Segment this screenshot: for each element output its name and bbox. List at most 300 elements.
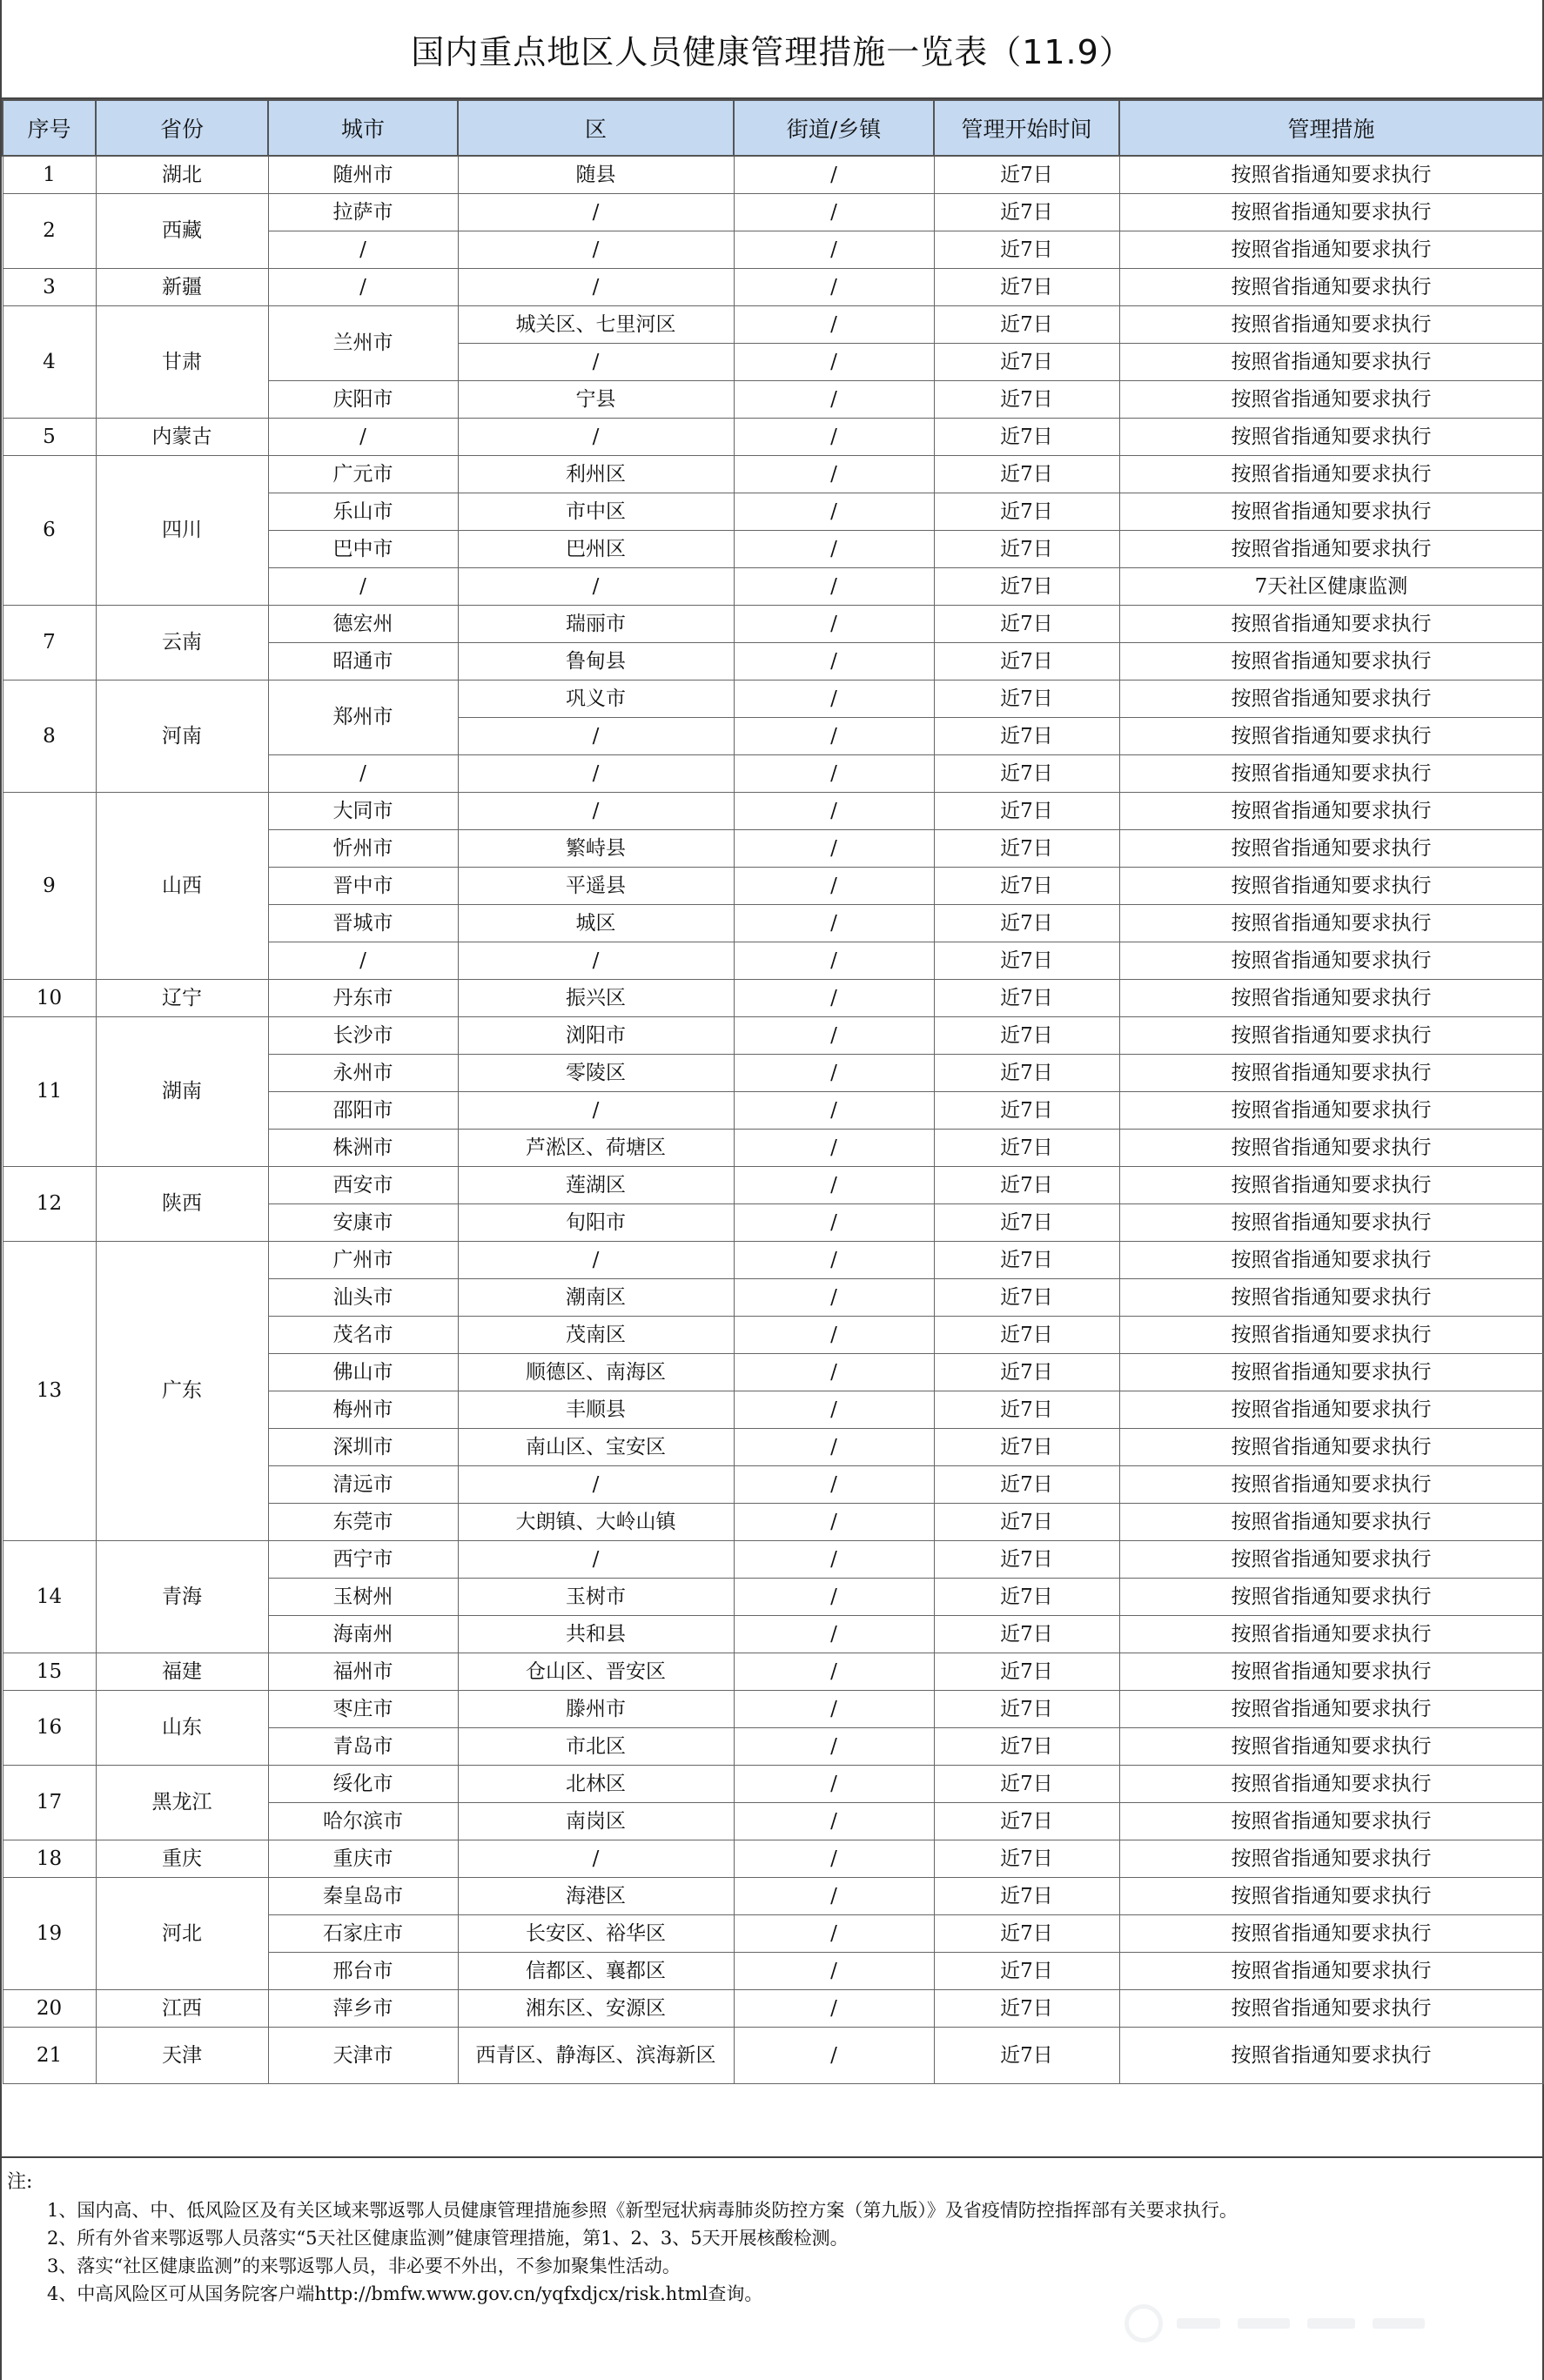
cell-measure: 按照省指通知要求执行 xyxy=(1119,269,1543,306)
cell-city: 长沙市 xyxy=(268,1017,458,1055)
table-row xyxy=(3,194,1543,231)
cell-district: 共和县 xyxy=(458,1616,734,1653)
cell-city: / xyxy=(268,419,458,456)
cell-measure: 按照省指通知要求执行 xyxy=(1119,755,1543,793)
cell-street: / xyxy=(734,1279,934,1317)
cell-start-time: 近7日 xyxy=(934,1653,1119,1691)
cell-start-time: 近7日 xyxy=(934,905,1119,942)
table-row xyxy=(3,1878,1543,1915)
cell-start-time: 近7日 xyxy=(934,231,1119,269)
cell-measure: 按照省指通知要求执行 xyxy=(1119,1130,1543,1167)
cell-street: / xyxy=(734,1204,934,1242)
cell-measure: 按照省指通知要求执行 xyxy=(1119,1579,1543,1616)
cell-measure: 按照省指通知要求执行 xyxy=(1119,381,1543,419)
cell-province: 西藏 xyxy=(96,194,268,269)
cell-street: / xyxy=(734,905,934,942)
cell-province: 新疆 xyxy=(96,269,268,306)
cell-street: / xyxy=(734,1616,934,1653)
cell-measure: 按照省指通知要求执行 xyxy=(1119,905,1543,942)
cell-city: 重庆市 xyxy=(268,1840,458,1878)
cell-district: / xyxy=(458,344,734,381)
cell-district: 潮南区 xyxy=(458,1279,734,1317)
cell-street: / xyxy=(734,1130,934,1167)
cell-district: 仓山区、晋安区 xyxy=(458,1653,734,1691)
cell-city: 佛山市 xyxy=(268,1354,458,1391)
cell-seq: 16 xyxy=(3,1691,96,1766)
cell-start-time: 近7日 xyxy=(934,1017,1119,1055)
cell-start-time: 近7日 xyxy=(934,2028,1119,2084)
cell-province: 山东 xyxy=(96,1691,268,1766)
cell-measure: 按照省指通知要求执行 xyxy=(1119,1653,1543,1691)
cell-city: 忻州市 xyxy=(268,830,458,868)
cell-district: 随县 xyxy=(458,156,734,194)
cell-district: / xyxy=(458,793,734,830)
cell-seq: 1 xyxy=(3,156,96,194)
cell-measure: 按照省指通知要求执行 xyxy=(1119,1504,1543,1541)
note-line: 4、中高风险区可从国务院客户端http://bmfw.www.gov.cn/yqfxdjcx/risk.html查询。 xyxy=(47,2283,763,2304)
cell-start-time: 近7日 xyxy=(934,980,1119,1017)
cell-province: 福建 xyxy=(96,1653,268,1691)
cell-street: / xyxy=(734,2028,934,2084)
cell-district: 北林区 xyxy=(458,1766,734,1803)
cell-province: 湖北 xyxy=(96,156,268,194)
cell-street: / xyxy=(734,1429,934,1466)
cell-start-time: 近7日 xyxy=(934,344,1119,381)
cell-city: 广元市 xyxy=(268,456,458,493)
cell-street: / xyxy=(734,643,934,680)
cell-measure: 按照省指通知要求执行 xyxy=(1119,1691,1543,1728)
cell-start-time: 近7日 xyxy=(934,419,1119,456)
cell-start-time: 近7日 xyxy=(934,1279,1119,1317)
cell-start-time: 近7日 xyxy=(934,1616,1119,1653)
cell-street: / xyxy=(734,1878,934,1915)
cell-district: 市中区 xyxy=(458,493,734,531)
cell-district: 鲁甸县 xyxy=(458,643,734,680)
cell-measure: 按照省指通知要求执行 xyxy=(1119,156,1543,194)
cell-district: 零陵区 xyxy=(458,1055,734,1092)
header-seq: 序号 xyxy=(3,100,96,156)
cell-city: 西安市 xyxy=(268,1167,458,1204)
cell-measure: 按照省指通知要求执行 xyxy=(1119,2028,1543,2084)
cell-city: 玉树州 xyxy=(268,1579,458,1616)
cell-start-time: 近7日 xyxy=(934,531,1119,568)
cell-city: 广州市 xyxy=(268,1242,458,1279)
table-row xyxy=(3,419,1543,456)
cell-city: 庆阳市 xyxy=(268,381,458,419)
cell-province: 重庆 xyxy=(96,1840,268,1878)
cell-city: 石家庄市 xyxy=(268,1915,458,1953)
cell-district: / xyxy=(458,1840,734,1878)
cell-street: / xyxy=(734,1242,934,1279)
cell-street: / xyxy=(734,1953,934,1990)
cell-measure: 按照省指通知要求执行 xyxy=(1119,1953,1543,1990)
cell-city: 安康市 xyxy=(268,1204,458,1242)
cell-city: / xyxy=(268,269,458,306)
cell-city: 永州市 xyxy=(268,1055,458,1092)
table-row xyxy=(3,2028,1543,2084)
cell-measure: 按照省指通知要求执行 xyxy=(1119,531,1543,568)
cell-district: 信都区、襄都区 xyxy=(458,1953,734,1990)
cell-province: 青海 xyxy=(96,1541,268,1653)
cell-measure: 按照省指通知要求执行 xyxy=(1119,793,1543,830)
cell-province: 天津 xyxy=(96,2028,268,2084)
cell-city: 海南州 xyxy=(268,1616,458,1653)
cell-city: / xyxy=(268,231,458,269)
header-district: 区 xyxy=(458,100,734,156)
cell-district: 西青区、静海区、滨海新区 xyxy=(458,2028,734,2084)
cell-seq: 15 xyxy=(3,1653,96,1691)
cell-seq: 14 xyxy=(3,1541,96,1653)
cell-city: 西宁市 xyxy=(268,1541,458,1579)
cell-province: 云南 xyxy=(96,606,268,680)
cell-district: 城关区、七里河区 xyxy=(458,306,734,344)
cell-city: / xyxy=(268,755,458,793)
cell-seq: 19 xyxy=(3,1878,96,1990)
cell-district: 莲湖区 xyxy=(458,1167,734,1204)
cell-street: / xyxy=(734,156,934,194)
cell-street: / xyxy=(734,1017,934,1055)
cell-city: 绥化市 xyxy=(268,1766,458,1803)
cell-district: / xyxy=(458,194,734,231)
cell-seq: 13 xyxy=(3,1242,96,1541)
cell-district: 城区 xyxy=(458,905,734,942)
cell-province: 河南 xyxy=(96,680,268,793)
cell-start-time: 近7日 xyxy=(934,942,1119,980)
cell-district: 繁峙县 xyxy=(458,830,734,868)
cell-start-time: 近7日 xyxy=(934,568,1119,606)
cell-street: / xyxy=(734,606,934,643)
cell-street: / xyxy=(734,1391,934,1429)
cell-province: 四川 xyxy=(96,456,268,606)
cell-district: 长安区、裕华区 xyxy=(458,1915,734,1953)
table-row xyxy=(3,980,1543,1017)
cell-start-time: 近7日 xyxy=(934,1990,1119,2028)
cell-district: / xyxy=(458,269,734,306)
cell-measure: 按照省指通知要求执行 xyxy=(1119,1092,1543,1130)
cell-start-time: 近7日 xyxy=(934,1766,1119,1803)
table-row xyxy=(3,1990,1543,2028)
cell-start-time: 近7日 xyxy=(934,718,1119,755)
cell-start-time: 近7日 xyxy=(934,1840,1119,1878)
cell-province: 内蒙古 xyxy=(96,419,268,456)
cell-start-time: 近7日 xyxy=(934,1317,1119,1354)
table-row xyxy=(3,456,1543,493)
cell-city: 随州市 xyxy=(268,156,458,194)
cell-measure: 按照省指通知要求执行 xyxy=(1119,493,1543,531)
cell-start-time: 近7日 xyxy=(934,1728,1119,1766)
cell-start-time: 近7日 xyxy=(934,1130,1119,1167)
cell-measure: 按照省指通知要求执行 xyxy=(1119,606,1543,643)
cell-district: 南山区、宝安区 xyxy=(458,1429,734,1466)
cell-city: / xyxy=(268,568,458,606)
table-row xyxy=(3,1167,1543,1204)
cell-province: 山西 xyxy=(96,793,268,980)
cell-street: / xyxy=(734,980,934,1017)
cell-seq: 5 xyxy=(3,419,96,456)
cell-city: 茂名市 xyxy=(268,1317,458,1354)
cell-province: 广东 xyxy=(96,1242,268,1541)
cell-start-time: 近7日 xyxy=(934,1055,1119,1092)
cell-measure: 按照省指通知要求执行 xyxy=(1119,1840,1543,1878)
cell-province: 江西 xyxy=(96,1990,268,2028)
cell-street: / xyxy=(734,680,934,718)
cell-city: 秦皇岛市 xyxy=(268,1878,458,1915)
cell-street: / xyxy=(734,1055,934,1092)
cell-city: 巴中市 xyxy=(268,531,458,568)
table-row xyxy=(3,606,1543,643)
cell-city: 深圳市 xyxy=(268,1429,458,1466)
cell-city: 福州市 xyxy=(268,1653,458,1691)
cell-street: / xyxy=(734,718,934,755)
cell-street: / xyxy=(734,830,934,868)
cell-street: / xyxy=(734,1728,934,1766)
cell-street: / xyxy=(734,1504,934,1541)
cell-city: 郑州市 xyxy=(268,680,458,755)
cell-district: 利州区 xyxy=(458,456,734,493)
cell-start-time: 近7日 xyxy=(934,456,1119,493)
cell-city: 枣庄市 xyxy=(268,1691,458,1728)
cell-street: / xyxy=(734,1990,934,2028)
watermark-logo xyxy=(1124,2297,1438,2350)
cell-start-time: 近7日 xyxy=(934,1541,1119,1579)
cell-start-time: 近7日 xyxy=(934,1691,1119,1728)
cell-district: / xyxy=(458,231,734,269)
cell-city: 晋中市 xyxy=(268,868,458,905)
cell-seq: 10 xyxy=(3,980,96,1017)
cell-district: 顺德区、南海区 xyxy=(458,1354,734,1391)
cell-start-time: 近7日 xyxy=(934,868,1119,905)
cell-measure: 按照省指通知要求执行 xyxy=(1119,1354,1543,1391)
cell-seq: 4 xyxy=(3,306,96,419)
cell-start-time: 近7日 xyxy=(934,306,1119,344)
cell-district: / xyxy=(458,419,734,456)
cell-district: / xyxy=(458,1466,734,1504)
cell-district: 海港区 xyxy=(458,1878,734,1915)
cell-measure: 按照省指通知要求执行 xyxy=(1119,1766,1543,1803)
notes-label: 注: xyxy=(7,2171,33,2193)
table-row xyxy=(3,1691,1543,1728)
cell-measure: 7天社区健康监测 xyxy=(1119,568,1543,606)
cell-district: 振兴区 xyxy=(458,980,734,1017)
cell-measure: 按照省指通知要求执行 xyxy=(1119,1990,1543,2028)
cell-province: 河北 xyxy=(96,1878,268,1990)
cell-start-time: 近7日 xyxy=(934,1915,1119,1953)
table-row xyxy=(3,1766,1543,1803)
cell-start-time: 近7日 xyxy=(934,1092,1119,1130)
cell-district: 茂南区 xyxy=(458,1317,734,1354)
cell-start-time: 近7日 xyxy=(934,643,1119,680)
cell-city: 昭通市 xyxy=(268,643,458,680)
cell-measure: 按照省指通知要求执行 xyxy=(1119,868,1543,905)
cell-district: 丰顺县 xyxy=(458,1391,734,1429)
cell-measure: 按照省指通知要求执行 xyxy=(1119,1915,1543,1953)
cell-district: 芦淞区、荷塘区 xyxy=(458,1130,734,1167)
cell-start-time: 近7日 xyxy=(934,1391,1119,1429)
cell-start-time: 近7日 xyxy=(934,194,1119,231)
cell-district: / xyxy=(458,568,734,606)
cell-street: / xyxy=(734,1541,934,1579)
cell-measure: 按照省指通知要求执行 xyxy=(1119,1242,1543,1279)
cell-start-time: 近7日 xyxy=(934,269,1119,306)
header-start-time: 管理开始时间 xyxy=(934,100,1119,156)
cell-measure: 按照省指通知要求执行 xyxy=(1119,942,1543,980)
cell-street: / xyxy=(734,1579,934,1616)
cell-street: / xyxy=(734,1691,934,1728)
cell-start-time: 近7日 xyxy=(934,755,1119,793)
cell-street: / xyxy=(734,1354,934,1391)
table-body xyxy=(3,156,1543,2084)
cell-district: 巴州区 xyxy=(458,531,734,568)
header-city: 城市 xyxy=(268,100,458,156)
cell-district: / xyxy=(458,718,734,755)
cell-measure: 按照省指通知要求执行 xyxy=(1119,1466,1543,1504)
cell-measure: 按照省指通知要求执行 xyxy=(1119,1204,1543,1242)
table-row xyxy=(3,306,1543,344)
cell-seq: 6 xyxy=(3,456,96,606)
cell-seq: 20 xyxy=(3,1990,96,2028)
cell-city: 德宏州 xyxy=(268,606,458,643)
header-province: 省份 xyxy=(96,100,268,156)
cell-district: 玉树市 xyxy=(458,1579,734,1616)
cell-start-time: 近7日 xyxy=(934,1466,1119,1504)
cell-city: 乐山市 xyxy=(268,493,458,531)
cell-city: 清远市 xyxy=(268,1466,458,1504)
cell-measure: 按照省指通知要求执行 xyxy=(1119,1616,1543,1653)
cell-measure: 按照省指通知要求执行 xyxy=(1119,1055,1543,1092)
cell-street: / xyxy=(734,1766,934,1803)
cell-district: / xyxy=(458,942,734,980)
cell-district: 南岗区 xyxy=(458,1803,734,1840)
cell-street: / xyxy=(734,942,934,980)
cell-district: / xyxy=(458,1092,734,1130)
cell-start-time: 近7日 xyxy=(934,1803,1119,1840)
cell-street: / xyxy=(734,269,934,306)
cell-street: / xyxy=(734,1092,934,1130)
cell-start-time: 近7日 xyxy=(934,1953,1119,1990)
cell-measure: 按照省指通知要求执行 xyxy=(1119,1541,1543,1579)
cell-start-time: 近7日 xyxy=(934,1167,1119,1204)
cell-street: / xyxy=(734,868,934,905)
cell-measure: 按照省指通知要求执行 xyxy=(1119,231,1543,269)
cell-street: / xyxy=(734,344,934,381)
cell-street: / xyxy=(734,306,934,344)
cell-street: / xyxy=(734,1317,934,1354)
cell-street: / xyxy=(734,793,934,830)
note-line: 3、落实“社区健康监测”的来鄂返鄂人员，非必要不外出，不参加聚集性活动。 xyxy=(47,2256,681,2276)
cell-start-time: 近7日 xyxy=(934,680,1119,718)
table-row xyxy=(3,1242,1543,1279)
cell-city: 哈尔滨市 xyxy=(268,1803,458,1840)
table-row xyxy=(3,156,1543,194)
cell-street: / xyxy=(734,1167,934,1204)
cell-city: 东莞市 xyxy=(268,1504,458,1541)
cell-measure: 按照省指通知要求执行 xyxy=(1119,194,1543,231)
cell-district: 滕州市 xyxy=(458,1691,734,1728)
cell-city: 株洲市 xyxy=(268,1130,458,1167)
cell-seq: 7 xyxy=(3,606,96,680)
cell-measure: 按照省指通知要求执行 xyxy=(1119,306,1543,344)
cell-street: / xyxy=(734,1803,934,1840)
cell-district: 浏阳市 xyxy=(458,1017,734,1055)
cell-start-time: 近7日 xyxy=(934,1579,1119,1616)
cell-seq: 17 xyxy=(3,1766,96,1840)
cell-measure: 按照省指通知要求执行 xyxy=(1119,1803,1543,1840)
cell-district: 平遥县 xyxy=(458,868,734,905)
cell-measure: 按照省指通知要求执行 xyxy=(1119,419,1543,456)
cell-start-time: 近7日 xyxy=(934,493,1119,531)
cell-province: 黑龙江 xyxy=(96,1766,268,1840)
cell-city: 拉萨市 xyxy=(268,194,458,231)
cell-district: 湘东区、安源区 xyxy=(458,1990,734,2028)
cell-start-time: 近7日 xyxy=(934,830,1119,868)
cell-measure: 按照省指通知要求执行 xyxy=(1119,1279,1543,1317)
cell-city: 梅州市 xyxy=(268,1391,458,1429)
cell-city: 丹东市 xyxy=(268,980,458,1017)
cell-measure: 按照省指通知要求执行 xyxy=(1119,718,1543,755)
cell-city: 大同市 xyxy=(268,793,458,830)
table-header-row xyxy=(3,100,1543,156)
header-street: 街道/乡镇 xyxy=(734,100,934,156)
cell-street: / xyxy=(734,1653,934,1691)
cell-city: 邢台市 xyxy=(268,1953,458,1990)
cell-measure: 按照省指通知要求执行 xyxy=(1119,1317,1543,1354)
table-row xyxy=(3,680,1543,718)
cell-street: / xyxy=(734,755,934,793)
cell-measure: 按照省指通知要求执行 xyxy=(1119,1429,1543,1466)
cell-measure: 按照省指通知要求执行 xyxy=(1119,680,1543,718)
table-row xyxy=(3,793,1543,830)
cell-city: 萍乡市 xyxy=(268,1990,458,2028)
cell-measure: 按照省指通知要求执行 xyxy=(1119,344,1543,381)
cell-seq: 12 xyxy=(3,1167,96,1242)
cell-street: / xyxy=(734,419,934,456)
cell-measure: 按照省指通知要求执行 xyxy=(1119,1878,1543,1915)
cell-start-time: 近7日 xyxy=(934,156,1119,194)
cell-street: / xyxy=(734,1466,934,1504)
cell-district: / xyxy=(458,1541,734,1579)
cell-district: / xyxy=(458,1242,734,1279)
cell-seq: 3 xyxy=(3,269,96,306)
cell-seq: 9 xyxy=(3,793,96,980)
cell-measure: 按照省指通知要求执行 xyxy=(1119,1728,1543,1766)
cell-street: / xyxy=(734,1915,934,1953)
cell-city: 汕头市 xyxy=(268,1279,458,1317)
cell-city: 兰州市 xyxy=(268,306,458,381)
cell-street: / xyxy=(734,1840,934,1878)
table-row xyxy=(3,1541,1543,1579)
cell-street: / xyxy=(734,568,934,606)
cell-start-time: 近7日 xyxy=(934,1878,1119,1915)
cell-measure: 按照省指通知要求执行 xyxy=(1119,1391,1543,1429)
cell-measure: 按照省指通知要求执行 xyxy=(1119,980,1543,1017)
cell-district: 宁县 xyxy=(458,381,734,419)
cell-seq: 21 xyxy=(3,2028,96,2084)
cell-district: 大朗镇、大岭山镇 xyxy=(458,1504,734,1541)
cell-district: 市北区 xyxy=(458,1728,734,1766)
cell-city: 晋城市 xyxy=(268,905,458,942)
cell-start-time: 近7日 xyxy=(934,793,1119,830)
cell-street: / xyxy=(734,194,934,231)
cell-street: / xyxy=(734,231,934,269)
table-row xyxy=(3,1653,1543,1691)
cell-district: 旬阳市 xyxy=(458,1204,734,1242)
header-measure: 管理措施 xyxy=(1119,100,1543,156)
cell-seq: 2 xyxy=(3,194,96,269)
cell-street: / xyxy=(734,381,934,419)
cell-measure: 按照省指通知要求执行 xyxy=(1119,456,1543,493)
cell-street: / xyxy=(734,531,934,568)
cell-measure: 按照省指通知要求执行 xyxy=(1119,1167,1543,1204)
